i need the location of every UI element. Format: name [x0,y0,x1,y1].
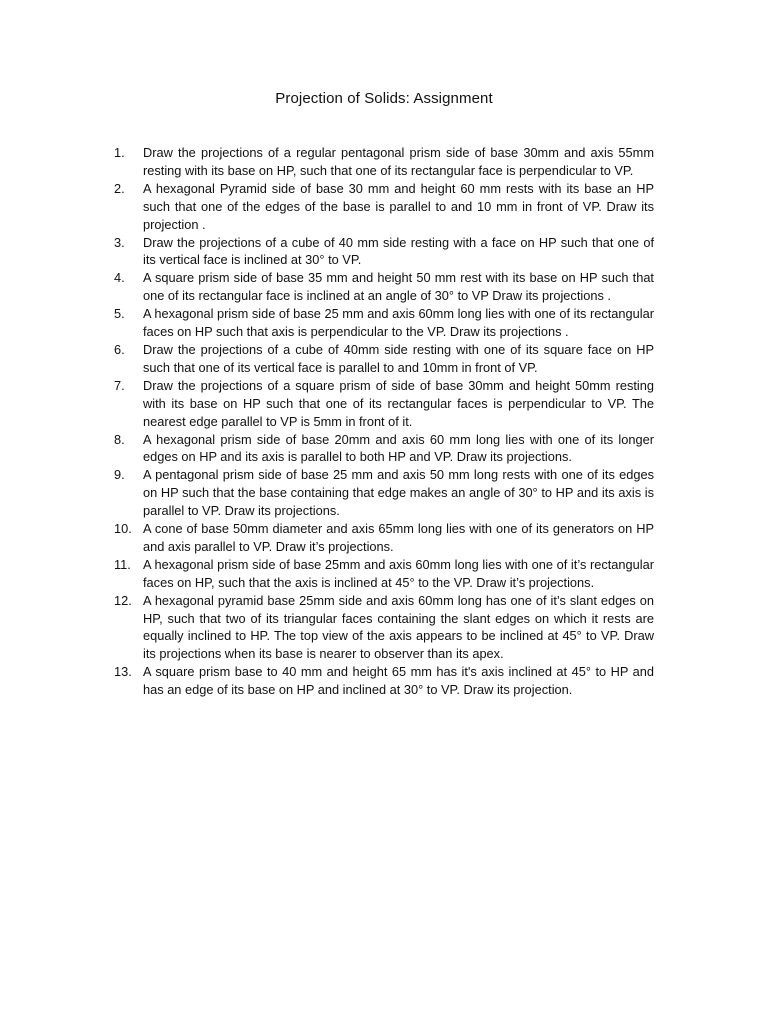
question-item [114,592,654,664]
question-item [114,663,654,699]
question-text: Draw the projections of a regular pentagonal prism side of base 30mm and axis 55mm resting with its base on HP, such that one of its rectangular face is perpendicular to VP. [143,145,654,178]
question-text: A hexagonal prism side of base 25 mm and axis 60mm long lies with one of its rectangular faces on HP such that axis is perpendicular to the VP. Draw its projections . [143,306,654,340]
question-number: 7. [114,377,125,393]
question-number: 2. [114,180,125,196]
question-item [114,520,654,556]
question-text: A hexagonal pyramid base 25mm side and axis 60mm long has one of it’s slant edges on HP, such that two of its triangular faces containing the slant edges on which it rests are equally inclined to HP. The top view of the axis appears to be inclined at 45° to VP. Draw its projections when its base is nearer to observer than its apex. [143,592,654,662]
question-number: 12. [114,592,132,608]
question-item [114,377,654,431]
question-number: 10. [114,521,132,537]
document-title: Projection of Solids: Assignment [275,90,493,107]
question-number: 3. [114,234,125,250]
question-text: A hexagonal prism side of base 20mm and axis 60 mm long lies with one of its longer edges on HP and its axis is parallel to both HP and VP. Draw its projections. [143,431,654,465]
question-text: A pentagonal prism side of base 25 mm and axis 50 mm long rests with one of its edges on HP such that the base containing that edge makes an angle of 30° to HP and its axis is parallel to VP. Draw its projections. [143,467,654,519]
question-item [114,431,654,467]
question-text: A square prism side of base 35 mm and height 50 mm rest with its base on HP such that one of its rectangular face is inclined at an angle of 30° to VP Draw its projections . [143,270,654,304]
question-list [114,144,654,699]
question-number: 13. [114,664,132,680]
question-text: A cone of base 50mm diameter and axis 65mm long lies with one of its generators on HP and axis parallel to VP. Draw it’s projections. [143,521,654,554]
question-item [114,341,654,377]
question-item [114,466,654,520]
question-text: Draw the projections of a cube of 40mm side resting with one of its square face on HP such that one of its vertical face is parallel to and 10mm in front of VP. [143,341,654,375]
question-item [114,180,654,234]
question-text: A hexagonal Pyramid side of base 30 mm and height 60 mm rests with its base an HP such that one of the edges of the base is parallel to and 10 mm in front of VP. Draw its projection . [143,180,654,232]
question-item [114,234,654,270]
question-number: 11. [114,556,131,572]
question-number: 5. [114,306,125,322]
question-text: A hexagonal prism side of base 25mm and axis 60mm long lies with one of it’s rectangular faces on HP, such that the axis is inclined at 45° to the VP. Draw it’s projections. [143,556,654,590]
question-text: Draw the projections of a square prism of side of base 30mm and height 50mm resting with its base on HP such that one of its rectangular faces is perpendicular to VP. The nearest edge parallel to VP is 5mm in front of it. [143,377,654,429]
question-item [114,144,654,180]
question-item [114,305,654,341]
question-item [114,556,654,592]
question-text: Draw the projections of a cube of 40 mm side resting with a face on HP such that one of its vertical face is inclined at 30° to VP. [143,234,654,268]
question-text: A square prism base to 40 mm and height 65 mm has it's axis inclined at 45° to HP and has an edge of its base on HP and inclined at 30° to VP. Draw its projection. [143,664,654,698]
question-item [114,269,654,305]
question-number: 9. [114,467,125,483]
question-number: 1. [114,145,125,160]
question-number: 6. [114,341,125,357]
question-number: 8. [114,431,125,447]
question-number: 4. [114,270,125,286]
